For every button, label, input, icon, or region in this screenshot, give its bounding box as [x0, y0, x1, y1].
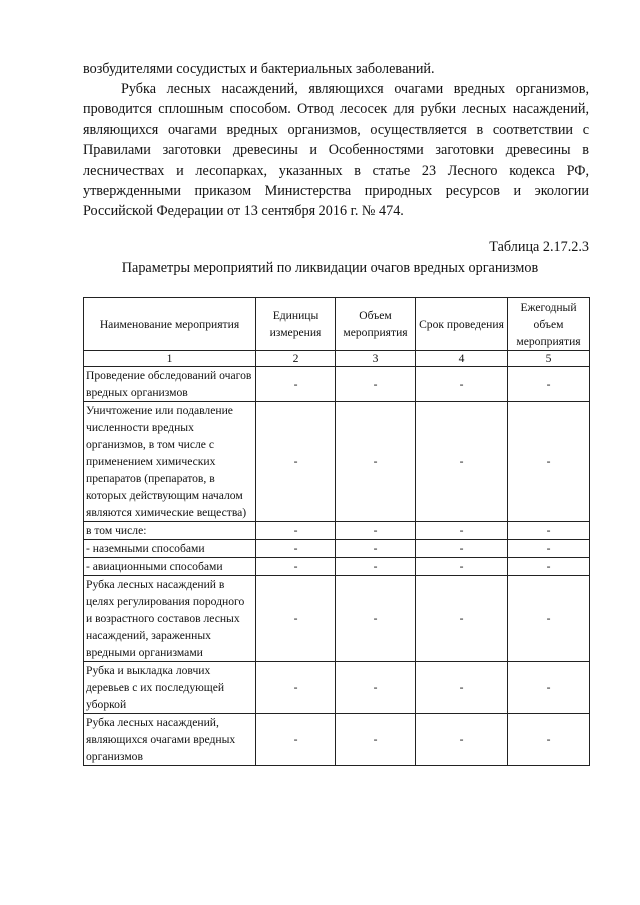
table-cell: - [336, 576, 416, 662]
table-row [84, 576, 590, 662]
table-cell: - [508, 402, 590, 522]
activity-name: в том числе: [84, 522, 256, 540]
activity-name: Проведение обследований очагов вредных организмов [84, 367, 256, 402]
activity-name: - авиационными способами [84, 558, 256, 576]
table-row [84, 540, 590, 558]
table-cell: - [256, 522, 336, 540]
table-cell: - [416, 540, 508, 558]
table-cell: - [508, 714, 590, 766]
table-cell: - [256, 576, 336, 662]
column-number: 3 [336, 351, 416, 367]
table-cell: - [256, 540, 336, 558]
paragraph-continuation: возбудителями сосудистых и бактериальных заболеваний. [83, 61, 435, 77]
table-cell: - [416, 402, 508, 522]
table-cell: - [416, 522, 508, 540]
table-cell: - [256, 402, 336, 522]
column-number: 4 [416, 351, 508, 367]
table-cell: - [256, 662, 336, 714]
table-row [84, 402, 590, 522]
table-cell: - [336, 540, 416, 558]
table-cell: - [508, 662, 590, 714]
table-cell: - [336, 714, 416, 766]
column-number: 1 [84, 351, 256, 367]
table-title: Параметры мероприятий по ликвидации очагов вредных организмов [121, 260, 539, 276]
table-row [84, 522, 590, 540]
paragraph-felling: Рубка лесных насаждений, являющихся очагами вредных организмов, проводится сплошным способом. Отвод лесосек для рубки лесных насаждений, являющихся очагами вредных организмов, осуществляется в соответствии с Правилами заготовки древесины и Особенностями заготовки древесины в лесничествах и лесопарках, указанных в статье 23 Лесного кодекса РФ, утвержденными приказом Министерства природных ресурсов и экологии Российской Федерации от 13 сентября 2016 г. № 474. [83, 81, 589, 220]
activity-name: Рубка и выкладка ловчих деревьев с их последующей уборкой [84, 662, 256, 714]
table-row [84, 714, 590, 766]
table-cell: - [416, 367, 508, 402]
column-number: 2 [256, 351, 336, 367]
table-cell: - [508, 576, 590, 662]
header-annual-volume: Ежегодный объем мероприятия [508, 298, 590, 351]
activity-name: Рубка лесных насаждений, являющихся очагами вредных организмов [84, 714, 256, 766]
table-cell: - [508, 540, 590, 558]
activity-name: Уничтожение или подавление численности вредных организмов, в том числе с применением химических препаратов (препаратов, в которых действующим началом являются химические вещества) [84, 402, 256, 522]
activity-name: - наземными способами [84, 540, 256, 558]
parameters-table [83, 297, 590, 766]
table-cell: - [336, 402, 416, 522]
table-cell: - [416, 558, 508, 576]
table-header-row [84, 298, 590, 351]
table-number: Таблица 2.17.2.3 [489, 239, 589, 255]
column-number: 5 [508, 351, 590, 367]
table-cell: - [508, 558, 590, 576]
header-volume: Объем мероприятия [336, 298, 416, 351]
table-cell: - [508, 522, 590, 540]
table-row [84, 558, 590, 576]
header-units: Единицы измерения [256, 298, 336, 351]
header-term: Срок проведения [416, 298, 508, 351]
table-cell: - [416, 662, 508, 714]
table-cell: - [256, 714, 336, 766]
table-cell: - [416, 576, 508, 662]
activity-name: Рубка лесных насаждений в целях регулирования породного и возрастного составов лесных насаждений, зараженных вредными организмами [84, 576, 256, 662]
table-cell: - [508, 367, 590, 402]
table-cell: - [256, 367, 336, 402]
table-cell: - [336, 522, 416, 540]
table-cell: - [256, 558, 336, 576]
table-row [84, 367, 590, 402]
header-activity-name: Наименование мероприятия [84, 298, 256, 351]
column-number-row [84, 351, 590, 367]
table-cell: - [336, 662, 416, 714]
table-cell: - [336, 367, 416, 402]
table-cell: - [336, 558, 416, 576]
table-cell: - [416, 714, 508, 766]
table-row [84, 662, 590, 714]
